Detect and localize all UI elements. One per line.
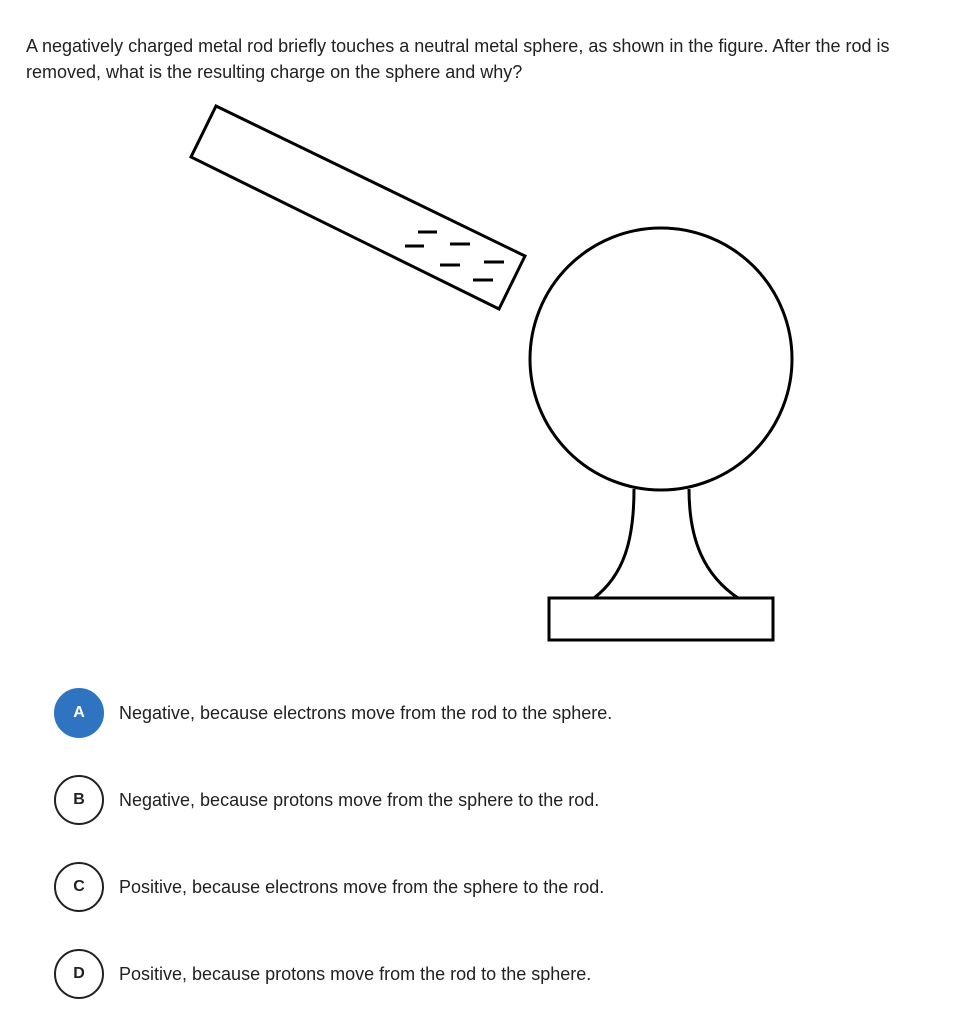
choice-b[interactable] [54,773,934,827]
choice-text: Negative, because electrons move from the rod to the sphere. [119,702,613,723]
choice-text: Positive, because protons move from the rod to the sphere. [119,963,592,984]
choice-text: Positive, because electrons move from the sphere to the rod. [119,876,605,897]
sphere-stand-neck [594,489,634,598]
choice-text: Negative, because protons move from the sphere to the rod. [119,789,600,810]
choice-letter-badge: D [54,949,104,999]
choice-letter-badge: A [54,688,104,738]
choice-letter-badge: C [54,862,104,912]
sphere-stand-base [549,598,773,640]
choice-d[interactable] [54,947,934,1001]
sphere-stand-neck [689,489,738,598]
choice-c[interactable] [54,860,934,914]
choice-letter-badge: B [54,775,104,825]
answer-choices [54,686,934,1001]
choice-a[interactable] [54,686,934,740]
metal-sphere [530,228,792,490]
question-text: A negatively charged metal rod briefly touches a neutral metal sphere, as shown in the figure. After the rod is removed, what is the resulting charge on the sphere and why? [26,36,890,82]
